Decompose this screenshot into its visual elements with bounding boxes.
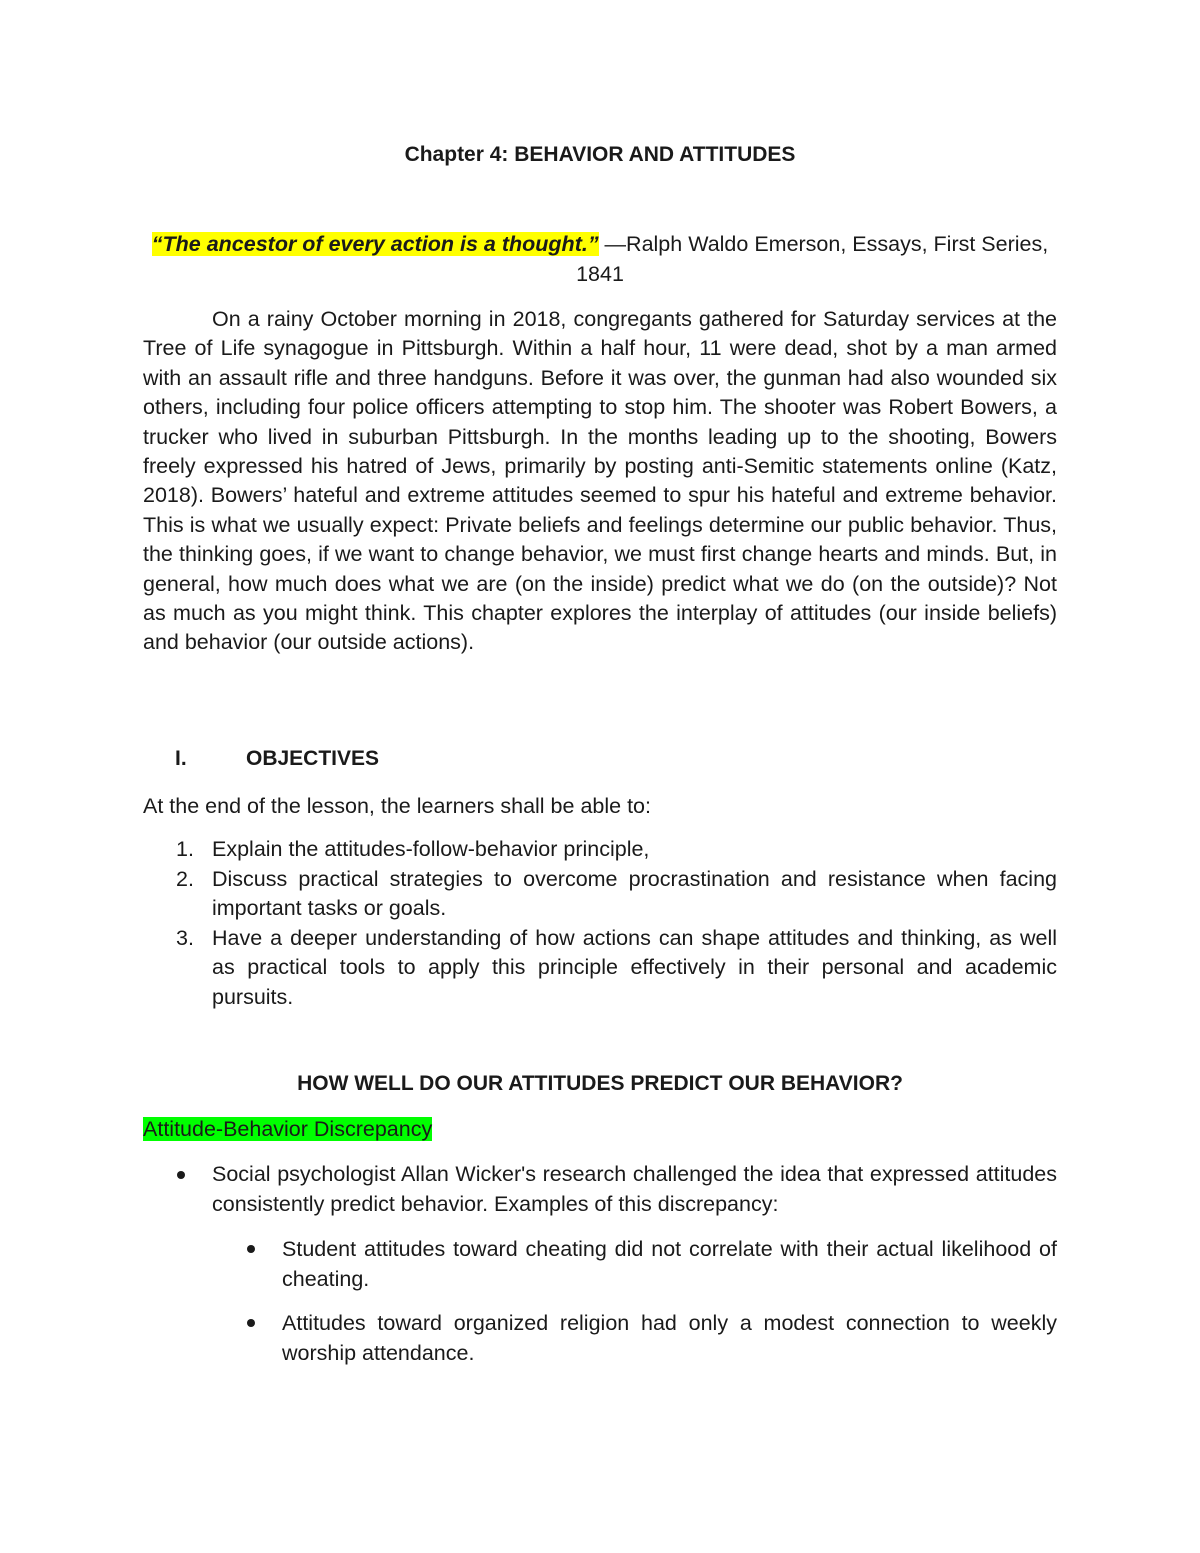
list-item-text: Discuss practical strategies to overcome procrastination and resistance when facing important tasks or goals. <box>212 866 1057 920</box>
epigraph-quote: “The ancestor of every action is a thought.” <box>151 232 599 256</box>
list-number: 2. <box>176 866 194 891</box>
epigraph-attribution: —Ralph Waldo Emerson, Essays, First Series, 1841 <box>576 232 1049 286</box>
list-item <box>143 924 1057 1013</box>
list-item-text: Have a deeper understanding of how actions can shape attitudes and thinking, as well as practical tools to apply this principle effectively in their personal and academic pursuits. <box>212 925 1057 1009</box>
list-item <box>143 865 1057 924</box>
list-number: 1. <box>176 837 194 861</box>
chapter-title: Chapter 4: BEHAVIOR AND ATTITUDES <box>404 143 796 166</box>
objectives-list <box>143 835 1057 1012</box>
list-item <box>143 835 1057 865</box>
intro-paragraph: On a rainy October morning in 2018, congregants gathered for Saturday services at the Tree of Life synagogue in Pittsburgh. Within a half hour, 11 were dead, shot by a man armed with an assault rifle and three handguns. Before it was over, the gunman had also wounded six others, including four police officers attempting to stop him. The shooter was Robert Bowers, a trucker who lived in suburban Pittsburgh. In the months leading up to the shooting, Bowers freely expressed his hatred of Jews, primarily by posting anti-Semitic statements online (Katz, 2018). Bowers’ hateful and extreme attitudes seemed to spur his hateful and extreme behavior. This is what we usually expect: Private beliefs and feelings determine our public behavior. Thus, the thinking goes, if we want to change behavior, we must first change hearts and minds. But, in general, how much does what we are (on the inside) predict what we do (on the outside)? Not as much as you might think. This chapter explores the interplay of attitudes (our inside beliefs) and behavior (our outside actions). <box>143 307 1057 655</box>
sub-bullet-item: Student attitudes toward cheating did not correlate with their actual likelihood of cheating. <box>282 1237 1057 1291</box>
bullet-icon <box>177 1171 185 1179</box>
epigraph <box>143 230 1057 289</box>
bullet-item: Social psychologist Allan Wicker's research challenged the idea that expressed attitudes consistently predict behavior. Examples of this discrepancy: <box>212 1162 1057 1216</box>
list-item-text: Explain the attitudes-follow-behavior principle, <box>212 837 650 861</box>
bullet-icon <box>247 1245 255 1253</box>
subheading-text: Attitude-Behavior Discrepancy <box>143 1117 433 1141</box>
objectives-lead: At the end of the lesson, the learners shall be able to: <box>143 794 651 818</box>
objectives-numeral: I. <box>175 747 187 770</box>
subheading <box>143 1115 432 1144</box>
sub-bullet-item: Attitudes toward organized religion had only a modest connection to weekly worship attendance. <box>282 1311 1057 1365</box>
objectives-heading: OBJECTIVES <box>246 747 380 770</box>
section-heading: HOW WELL DO OUR ATTITUDES PREDICT OUR BEHAVIOR? <box>297 1072 903 1095</box>
list-number: 3. <box>176 925 194 950</box>
bullet-icon <box>247 1319 255 1327</box>
